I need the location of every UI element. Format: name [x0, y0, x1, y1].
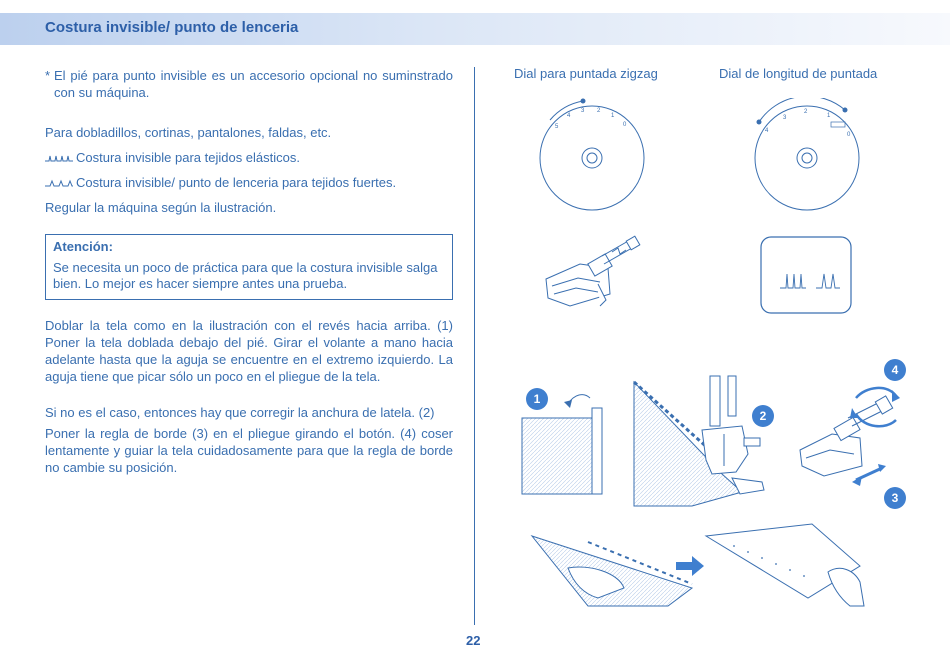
stitch-pattern-card: [760, 236, 852, 314]
strong-stitch-icon: [45, 178, 73, 188]
instruction-paragraph-1: Doblar la tela como en la ilustración con el revés hacia arriba. (1) Poner la tela doblada debajo del pié. Girar el volante a mano hacia adelante hasta que la aguja se encuentre en el extremo izquierdo. La aguja tiene que picar sólo un poco en el pliegue de la tela.: [45, 318, 453, 384]
attention-box: [45, 234, 453, 300]
elastic-stitch-text: Costura invisible para tejidos elásticos.: [76, 150, 300, 165]
length-tick: 2: [804, 109, 808, 115]
finished-hem-illustration: [704, 522, 874, 610]
zigzag-tick: 3: [581, 108, 585, 114]
length-dial-illustration: [745, 98, 860, 218]
set-machine-text: Regular la máquina según la ilustración.: [45, 200, 277, 215]
attention-body: Se necesita un poco de práctica para que la costura invisible salga bien. Lo mejor es hacer siempre antes una prueba.: [53, 260, 438, 291]
callout-2: 2: [752, 405, 774, 427]
callout-1: 1: [526, 388, 548, 410]
edge-guide-adjust-illustration: [796, 384, 904, 490]
strong-stitch-line: [45, 174, 453, 191]
blind-hem-foot-illustration: [540, 234, 650, 314]
zigzag-tick: 0: [623, 122, 627, 128]
footnote-star: *: [45, 68, 51, 83]
callout-4: 4: [884, 359, 906, 381]
zigzag-tick: 2: [597, 108, 601, 114]
folded-fabric-step1: [518, 388, 610, 498]
note-text: El pié para punto invisible es un accesorio opcional no suminstrado con su máquina.: [54, 68, 453, 100]
zigzag-tick: 1: [611, 113, 615, 119]
length-tick: 1: [827, 113, 831, 119]
length-tick: 0: [847, 132, 851, 138]
column-divider: [474, 67, 475, 625]
elastic-stitch-icon: [45, 153, 73, 163]
uses-text: Para dobladillos, cortinas, pantalones, faldas, etc.: [45, 125, 332, 140]
zigzag-dial-illustration: [535, 92, 650, 214]
length-tick: 3: [783, 115, 787, 121]
strong-stitch-text: Costura invisible/ punto de lenceria para tejidos fuertes.: [76, 175, 397, 190]
section-title: Costura invisible/ punto de lenceria: [45, 19, 299, 36]
zigzag-tick: 4: [567, 113, 571, 119]
zigzag-tick: 5: [555, 124, 559, 130]
length-tick: 4: [765, 128, 769, 134]
page-number: 22: [466, 633, 481, 648]
callout-3: 3: [884, 487, 906, 509]
zigzag-dial-label: Dial para puntada zigzag: [514, 66, 658, 81]
instruction-paragraph-3: Poner la regla de borde (3) en el pliegue girando el botón. (4) coser lentamente y guiar la tela cuidadosamente para que la regla de borde no cambie su posición.: [45, 426, 453, 475]
guiding-fabric-illustration: [528, 528, 700, 610]
sewing-step2-illustration: [632, 374, 772, 508]
attention-title: Atención:: [53, 239, 113, 254]
elastic-stitch-line: [45, 149, 453, 166]
result-arrow-icon: [676, 556, 706, 576]
section-header: [0, 13, 950, 45]
instruction-paragraph-2: Si no es el caso, entonces hay que corregir la anchura de latela. (2): [45, 405, 435, 420]
length-dial-label: Dial de longitud de puntada: [719, 66, 878, 81]
optional-accessory-note: [45, 67, 453, 101]
